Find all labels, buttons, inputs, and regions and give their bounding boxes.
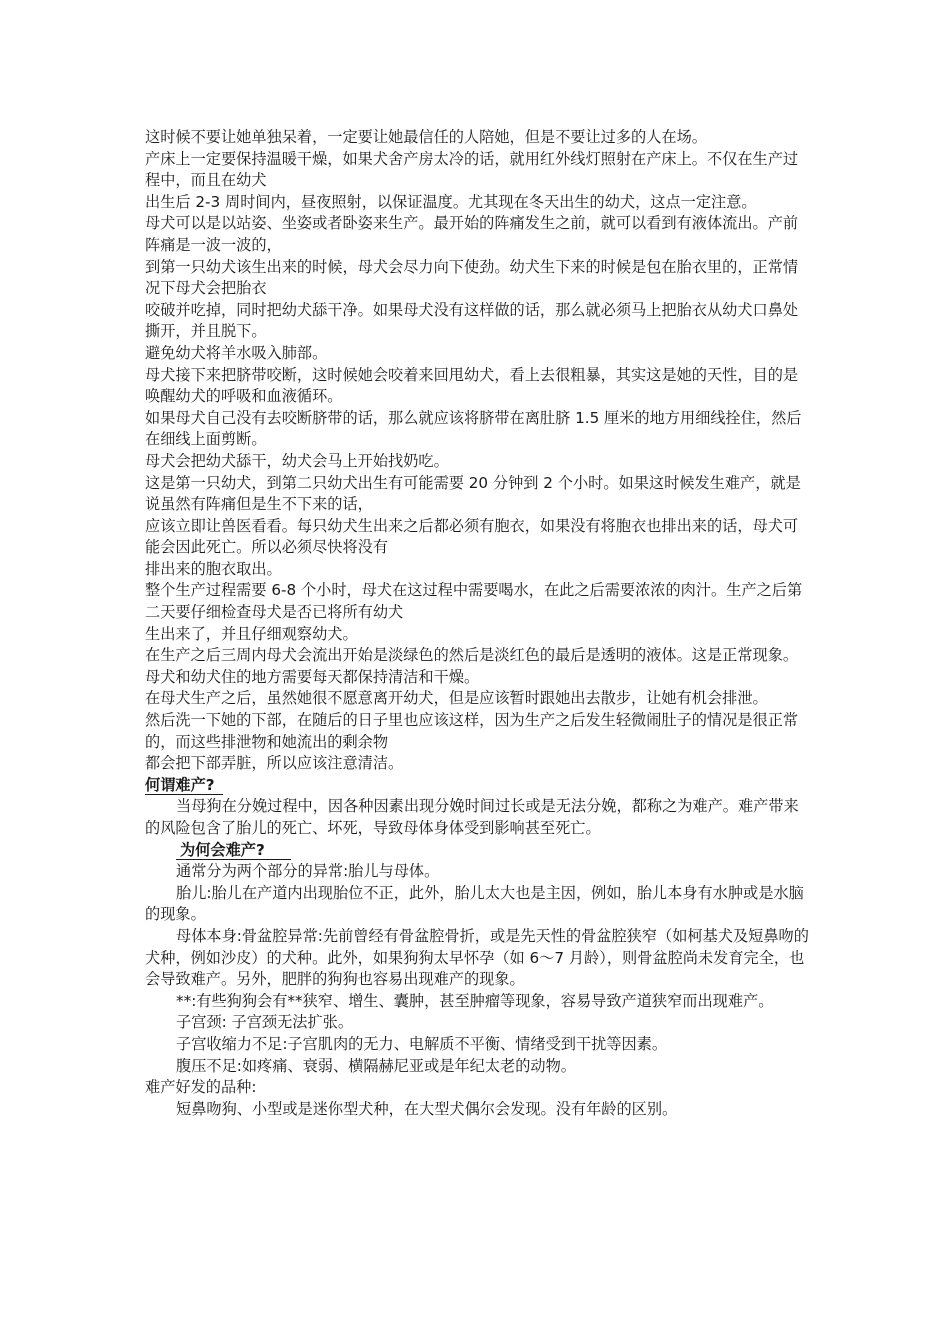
paragraph: 母犬接下来把脐带咬断，这时候她会咬着来回甩幼犬，看上去很粗暴，其实这是她的天性，目的是唤醒幼犬的呼吸和血液循环。	[145, 365, 799, 406]
paragraph: 排出来的胞衣取出。	[145, 559, 282, 578]
document-body	[145, 127, 809, 1120]
paragraph: 母犬和幼犬住的地方需要每天都保持清洁和干燥。	[145, 667, 480, 686]
paragraph: 当母狗在分娩过程中，因各种因素出现分娩时间过长或是无法分娩，都称之为难产。难产带来的风险包含了胎儿的死亡、坏死，导致母体身体受到影响甚至死亡。	[145, 797, 799, 837]
section-heading-text: 为何会难产?	[176, 841, 291, 860]
paragraph: **:有些狗狗会有**狭窄、增生、囊肿，甚至肿瘤等现象，容易导致产道狭窄而出现难产。	[176, 991, 774, 1010]
paragraph: 生出来了，并且仔细观察幼犬。	[145, 624, 358, 643]
paragraph: 在母犬生产之后，虽然她很不愿意离开幼犬，但是应该暂时跟她出去散步，让她有机会排泄。	[145, 689, 768, 708]
paragraph: 出生后 2-3 周时间内，昼夜照射，以保证温度。尤其现在冬天出生的幼犬，这点一定注意。	[145, 192, 757, 211]
paragraph: 避免幼犬将羊水吸入肺部。	[145, 343, 328, 362]
section-heading-text: 何谓难产?	[145, 776, 223, 795]
paragraph: 这时候不要让她单独呆着，一定要让她最信任的人陪她，但是不要让过多的人在场。	[145, 128, 707, 146]
section-heading	[145, 775, 809, 797]
section-heading	[145, 840, 809, 862]
paragraph: 如果母犬自己没有去咬断脐带的话，那么就应该将脐带在离肚脐 1.5 厘米的地方用细线拴住，然后在细线上面剪断。	[145, 408, 802, 449]
paragraph: 难产好发的品种:	[145, 1078, 257, 1097]
paragraph: 到第一只幼犬该生出来的时候，母犬会尽力向下使劲。幼犬生下来的时候是包在胎衣里的，正常情况下母犬会把胎衣	[145, 257, 799, 298]
paragraph: 通常分为两个部分的异常:胎儿与母体。	[176, 862, 440, 881]
paragraph: 产床上一定要保持温暖干燥，如果犬舍产房太冷的话，就用红外线灯照射在产床上。不仅在生产过程中，而且在幼犬	[145, 149, 799, 190]
paragraph: 都会把下部弄脏，所以应该注意清洁。	[145, 754, 404, 773]
paragraph: 子宫收缩力不足:子宫肌肉的无力、电解质不平衡、情绪受到干扰等因素。	[176, 1034, 668, 1053]
paragraph: 应该立即让兽医看看。每只幼犬生出来之后都必须有胞衣，如果没有将胞衣也排出来的话，母犬可能会因此死亡。所以必须尽快将没有	[145, 516, 799, 557]
paragraph: 这是第一只幼犬，到第二只幼犬出生有可能需要 20 分钟到 2 个小时。如果这时候发生难产，就是说虽然有阵痛但是生不下来的话，	[145, 473, 801, 514]
paragraph: 腹压不足:如疼痛、衰弱、横隔赫尼亚或是年纪太老的动物。	[176, 1056, 576, 1075]
paragraph: 然后洗一下她的下部，在随后的日子里也应该这样，因为生产之后发生轻微闹肚子的情况是很正常的，而这些排泄物和她流出的剩余物	[145, 711, 799, 751]
paragraph: 子宫颈: 子宫颈无法扩张。	[176, 1013, 354, 1032]
paragraph: 咬破并吃掉，同时把幼犬舔干净。如果母犬没有这样做的话，那么就必须马上把胎衣从幼犬口鼻处撕开，并且脱下。	[145, 300, 799, 341]
paragraph: 母犬可以是以站姿、坐姿或者卧姿来生产。最开始的阵痛发生之前，就可以看到有液体流出。产前阵痛是一波一波的，	[145, 214, 799, 254]
paragraph: 在生产之后三周内母犬会流出开始是淡绿色的然后是淡红色的最后是透明的液体。这是正常现象。	[145, 646, 799, 665]
paragraph: 母犬会把幼犬舔干，幼犬会马上开始找奶吃。	[145, 451, 449, 470]
paragraph: 整个生产过程需要 6-8 个小时，母犬在这过程中需要喝水，在此之后需要浓浓的肉汁。生产之后第二天要仔细检查母犬是否已将所有幼犬	[145, 581, 803, 622]
paragraph: 母体本身:骨盆腔异常:先前曾经有骨盆腔骨折，或是先天性的骨盆腔狭窄（如柯基犬及短鼻吻的犬种，例如沙皮）的犬种。此外，如果狗狗太早怀孕（如 6～7 月龄），则骨盆腔尚未发育完全，也会导致难产。另外，肥胖的狗狗也容易出现难产的现象。	[145, 926, 809, 989]
paragraph: 胎儿:胎儿在产道内出现胎位不正，此外，胎儿太大也是主因，例如，胎儿本身有水肿或是水脑的现象。	[145, 883, 804, 924]
paragraph: 短鼻吻狗、小型或是迷你型犬种，在大型犬偶尔会发现。没有年龄的区别。	[176, 1099, 678, 1118]
